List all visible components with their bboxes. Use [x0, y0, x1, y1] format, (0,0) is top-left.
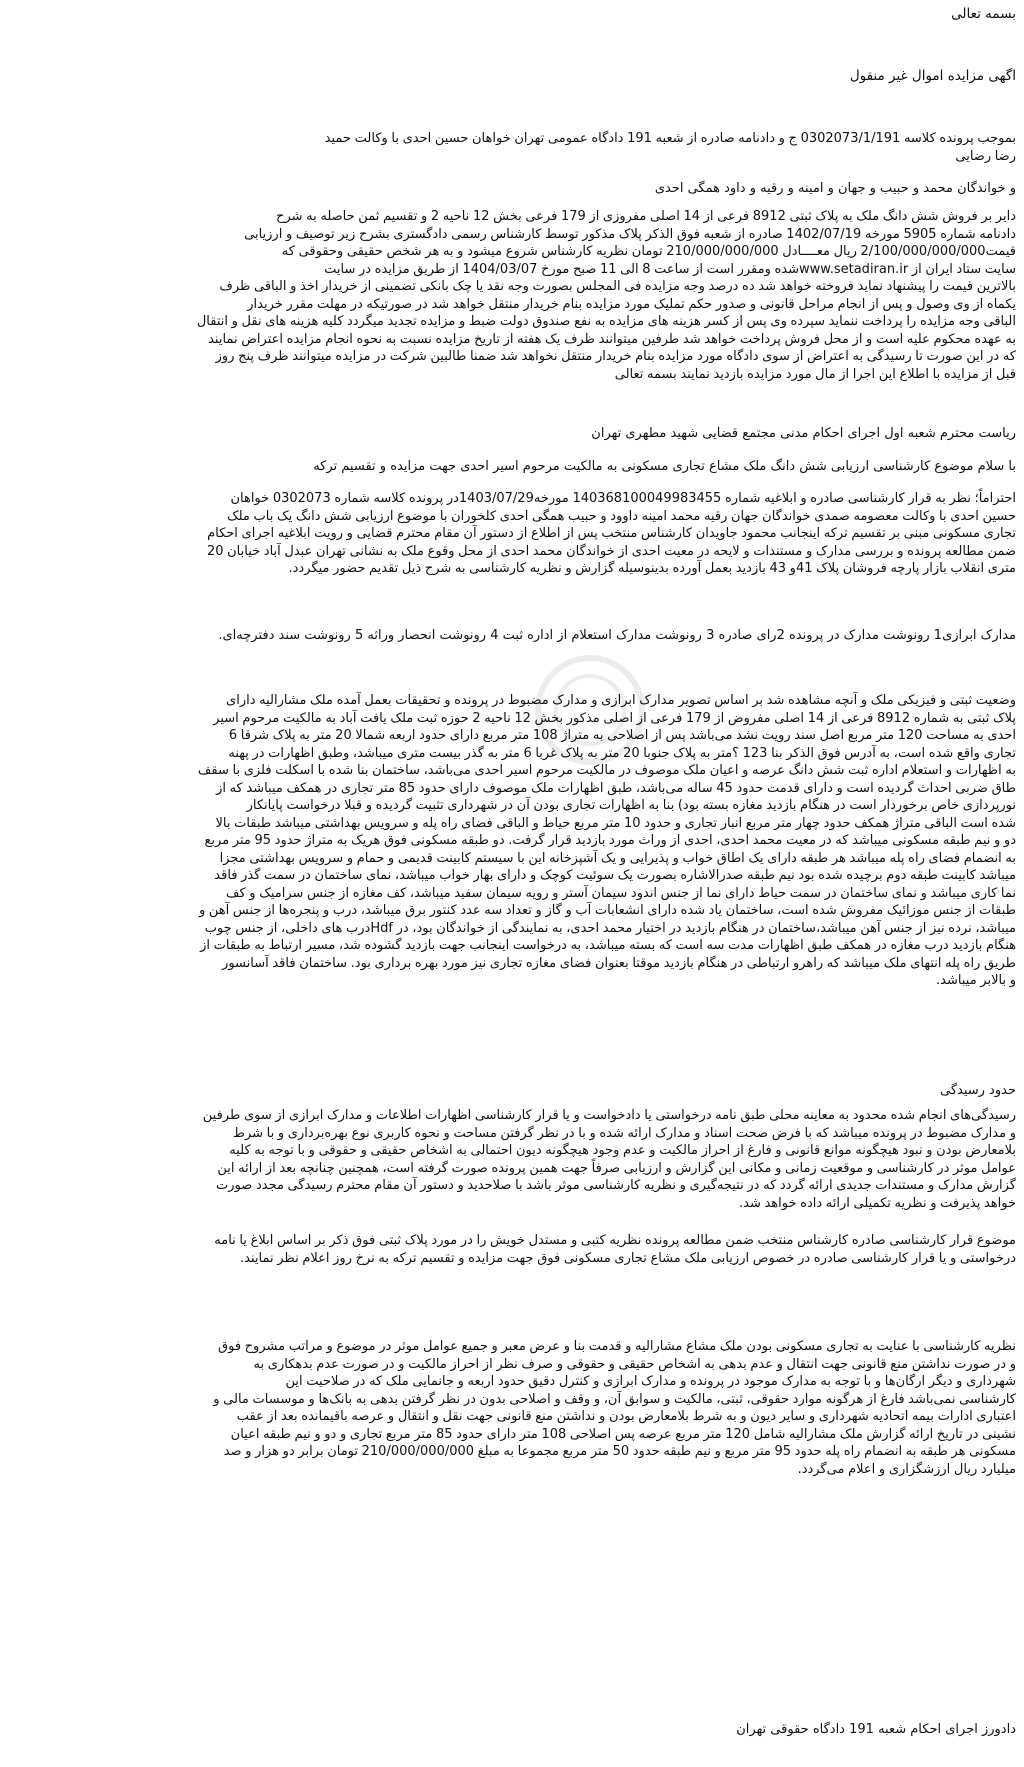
- subject-line: با سلام موضوع کارشناسی ارزیابی شش دانگ ملک مشاع تجاری مسکونی به مالکیت مرحوم اسیر احدی جهت مزایده و تقسیم ترکه: [313, 459, 1016, 474]
- scope-note-paragraph: موضوع قرار کارشناسی صادره کارشناس منتخب ضمن مطالعه پرونده نظریه کتبی و مستدل خویش را در مورد پلاک ثبتی فوق ذکر بر اساس ابلاغ یا نامه درخواستی و یا قرار کارشناسی صادره در خصوص ارزیابی ملک مشاع تجاری مسکونی فوق جهت مزایده و تقسیم ترکه به نرخ روز اعلام نظر نمایند.: [214, 1233, 1016, 1266]
- scope-heading: حدود رسیدگی: [939, 1083, 1016, 1098]
- notice-title: اگهی مزایده اموال غیر منقول: [849, 68, 1016, 84]
- expert-intro-paragraph: احتراماً؛ نظر به قرار کارشناسی صادره و ابلاغیه شماره 140368100049983455 مورخه1403/07/29در پرونده کلاسه شماره 0302073 خواهان حسین احدی با وکالت معصومه صمدی خواندگان جهان رقیه محمد امینه داوود و حبیب همگی احدی کلخوران با موضوع ارزیابی شش دانگ یک باب ملک تجاری مسکونی مبنی بر تقسیم ترکه اینجانب محمود جاویدان کارشناس منتخب پس از اطلاع از دستور آن مقام محترم قضایی و رویت ابلاغیه اجرای احکام ضمن مطالعه پرونده و بررسی مدارک و مستندات و لایحه در معیت احدی از خواندگان محمد احدی از محل وقوع ملک به نشانی تهران عبدل آباد خیابان 20 متری انقلاب بازار پارچه فروشان پلاک 41و 43 بازدید بعمل آورده بدینوسیله گزارش و نظریه کارشناسی به شرح ذیل تقدیم حضور میگردد.: [206, 491, 1016, 576]
- case-reference-paragraph: بموجب پرونده کلاسه 0302073/1/191 ج و دادنامه صادره از شعبه 191 دادگاه عمومی تهران خواهان حسین احدی با وکالت حمید رضا رضایی: [324, 131, 1016, 164]
- addressee-line: ریاست محترم شعبه اول اجرای احکام مدنی مجتمع قضایی شهید مطهری تهران: [591, 426, 1016, 441]
- auction-terms-paragraph: دایر بر فروش شش دانگ ملک به پلاک ثبتی 8912 فرعی از 14 اصلی مفروزی از 179 فرعی بخش 12 ناحیه 2 و تقسیم ثمن حاصله به شرح دادنامه شماره 5905 مورخه 1402/07/19 صادره از شعبه فوق الذکر پلاک مذکور توسط کارشناس رسمی دادگستری بشرح زیر توصیف و ارزیابی قیمت2/100/000/000/000 ریال معــــادل 210/000/000/000 تومان نظریه کارشناس شروع میشود و به هر شخص حقیقی وحقوقی که سایت ستاد ایران از www.setadiran.irشده ومقرر است از ساعت 8 الی 11 صبح مورخ 1404/03/07 از طریق مزایده در سایت بالاترین قیمت را پیشنهاد نماید فروخته خواهد شد ده درصد وجه مزایده فی المجلس بصورت وجه نقد یا چک بانکی تضمینی از خریدار اخذ و الباقی ظرف یکماه از وی وصول و پس از انجام مراحل قانونی و صدور حکم تملیک مورد مزایده بنام خریدار منتقل خواهد شد در صورتیکه در مهلت مقرر خریدار الباقی وجه مزایده را پرداخت ننماید سپرده وی پس از کسر هزینه های مزایده به نفع صندوق دولت ضبط و مزایده تجدید میگردد کلیه هزینه های نقل و انتقال به عهده محکوم علیه است و از محل فروش پرداخت خواهد شد طرفین میتوانند ظرف یک هفته از تاریخ مزایده نسبت به نحوه انجام مزایده اعتراض نمایند که در این صورت تا رسیدگی به اعتراض از سوی دادگاه مورد مزایده بنام خریدار منتقل نخواهد شد ضمنا طالبین شرکت در مزایده میتوانند ظرف پنج روز قبل از مزایده با اطلاع این اجرا از مال مورد مزایده بازدید نمایند بسمه تعالی: [196, 209, 1016, 382]
- opening-phrase: بسمه تعالی: [951, 6, 1016, 22]
- defendants-line: و خواندگان محمد و حبیب و جهان و امینه و رقیه و داود همگی احدی: [654, 181, 1016, 196]
- signature-line: دادورز اجرای احکام شعبه 191 دادگاه حقوقی تهران: [736, 1722, 1016, 1737]
- scope-paragraph: رسیدگی‌های انجام شده محدود به معاینه محلی طبق نامه درخواستی یا دادخواست و یا قرار کارشناسی اظهارات اطلاعات و مدارک ابرازی از سوی طرفین و مدارک مضبوط در پرونده میباشد که با فرض صحت اسناد و مدارک ارائه شده و با در نظر گرفتن مساحت و نحوه کاربری نوع بهره‌برداری و با شرط بلامعارض بودن و نبود هیچگونه موانع قانونی و فارغ از احراز مالکیت و عدم وجود هیچگونه دیون احتمالی به اشخاص حقیقی و حقوقی و با توجه به کلیه عوامل موثر در کارشناسی و موقعیت زمانی و مکانی این گزارش و ارزیابی صرفاً جهت همین پرونده صورت گرفته است، همچنین چنانچه بعد از ارائه این گزارش مدارک و مستندات جدیدی ارائه گردد که در نتیجه‌گیری و نظریه کارشناسی موثر باشد با صلاحدید و دستور آن مقام محترم رسیدگی مجدد صورت خواهد پذیرفت و نظریه تکمیلی ارائه داده خواهد شد.: [202, 1108, 1016, 1211]
- expert-opinion-paragraph: نظریه کارشناسی با عنایت به تجاری مسکونی بودن ملک مشاع مشارالیه و قدمت بنا و عرض معبر و جمیع عوامل موثر در موضوع و مراتب مشروح فوق و در صورت نداشتن منع قانونی جهت انتقال و عدم بدهی به اشخاص حقیقی و حقوقی و صرف نظر از احراز مالکیت و در صورت عدم بدهکاری به شهرداری و دیگر ارگان‌ها و با توجه به مدارک موجود در پرونده و مدارک ابرازی و کنترل دقیق حدود اربعه و جانمایی ملک که در صلاحیت این کارشناسی نمی‌باشد فارغ از هرگونه موارد حقوقی، ثبتی، مالکیت و سوابق آن، و وقف و اصلاحی بدون در نظر گرفتن بدهی به بانک‌ها و موسسات مالی و اعتباری ادارات بیمه اتحادیه شهرداری و سایر دیون و به شرط بلامعارض بودن و نداشتن منع قانونی جهت نقل و انتقال و عرصه باقیمانده بعد از عقب نشینی در تاریخ ارائه گزارش ملک مشارالیه شامل 120 متر مربع عرصه پس اصلاحی 108 متر دارای حدود 85 متر مربع تجاری و دو و نیم طبقه اعیان مسکونی هر طبقه به انضمام راه پله حدود 95 متر مربع و نیم طبقه حدود 50 متر مربع مجموعا به مبلغ 210/000/000/000 تومان برابر دو هزار و صد میلیارد ریال ارزشگزاری و اعلام می‌گردد.: [213, 1339, 1016, 1477]
- documents-line: مدارک ابرازی1 رونوشت مدارک در پرونده 2رای صادره 3 رونوشت مدارک استعلام از اداره ثبت 4 رونوشت انحصار وراثه 5 رونوشت سند دفترچه‌ای.: [218, 628, 1016, 643]
- property-status-paragraph: وضعیت ثبتی و فیزیکی ملک و آنچه مشاهده شد بر اساس تصویر مدارک ابرازی و مدارک مضبوط در پرونده و تحقیقات بعمل آمده ملک مشارالیه دارای پلاک ثبتی به شماره 8912 فرعی از 14 اصلی مفروض از 179 فرعی از اصلی مذکور بخش 12 ناحیه 2 حوزه ثبت ملک یافت آباد به مالکیت مرحوم اسیر احدی به مساحت 120 متر مربع اصل سند رویت نشد می‌باشد پس از اصلاحی به متراژ 108 متر مربع دارای حدود اربعه شمالا 20 متر به پلاک شرقا 6 تجاری واقع شده است، به آدرس فوق الذکر بنا 123 ؟متر به پلاک جنوبا 20 متر به پلاک غربا 6 متر به گذر بیست متری میباشد، وطبق اظهارات در پهنه به اظهارات و استعلام اداره ثبت شش دانگ عرصه و اعیان ملک موصوف در مالکیت مرحوم اسیر احدی می‌باشد، ساختمان بنا شده با اسکلت فلزی با سقف طاق ضربی احداث گردیده است و دارای قدمت حدود 45 ساله می‌باشد، طبق اظهارات ملک موصوف دارای حدود 85 متر تجاری در همکف میباشد که از نورپردازی خاص برخوردار است در هنگام بازدید مغازه بسته بود) بنا به اظهارات تجاری بودن آن در شهرداری تثبیت گردیده و قبلا درخواست پایانکار شده است الباقی متراژ همکف حدود چهار متر مربع انبار تجاری و حدود 10 متر مربع حیاط و الباقی فضای راه پله و سرویس بهداشتی میباشد طبقات بالا دو و نیم طبقه مسکونی میباشد که در معیت محمد احدی، احدی از وراث مورد بازدید قرار گرفت. دو طبقه مسکونی فوق هریک به متراژ حدود 95 متر مربع به انضمام فضای راه پله میباشد هر طبقه دارای یک اطاق خواب و پذیرایی و یک آشپزخانه این با سیستم کابینت قدیمی و حمام و سرویس بهداشتی مجزا میباشد کابینت طبقه دوم برچیده شده بود نیم طبقه صدرالاشاره بصورت یک سوئیت کوچک و دارای بهار خواب میباشد، نمای ساختمان در سمت گذر فاقد نما کاری میباشد و نمای ساختمان در سمت حیاط دارای نما از جنس اندود سیمان آستر و رویه سیمان سفید میباشد، کف مغازه از جنس سرامیک و کف طبقات از جنس موزائیک مفروش شده است، ساختمان یاد شده دارای انشعابات آب و گاز و تعداد سه عدد کنتور برق میباشد، درب و پنجره‌ها از جنس آهن و میباشد، نرده نیز از جنس آهن میباشد،ساختمان در هنگام بازدید در اختیار محمد احدی، به نمایندگی از خواندگان بود، در Hdfدرب های داخلی، از جنس چوب هنگام بازدید درب مغازه در همکف طبق اظهارات مدت سه است که بسته میباشد، به درخواست اینجانب جهت بازدید گشوده شد، مسیر ارتباط به طبقات از طریق راه پله انتهای ملک میباشد که راهرو ارتباطی در هنگام بازدید موقتا بعنوان فضای مغازه تجاری نیز مورد بهره برداری بود. ساختمان فاقد آسانسور و بالابر میباشد.: [197, 693, 1016, 988]
